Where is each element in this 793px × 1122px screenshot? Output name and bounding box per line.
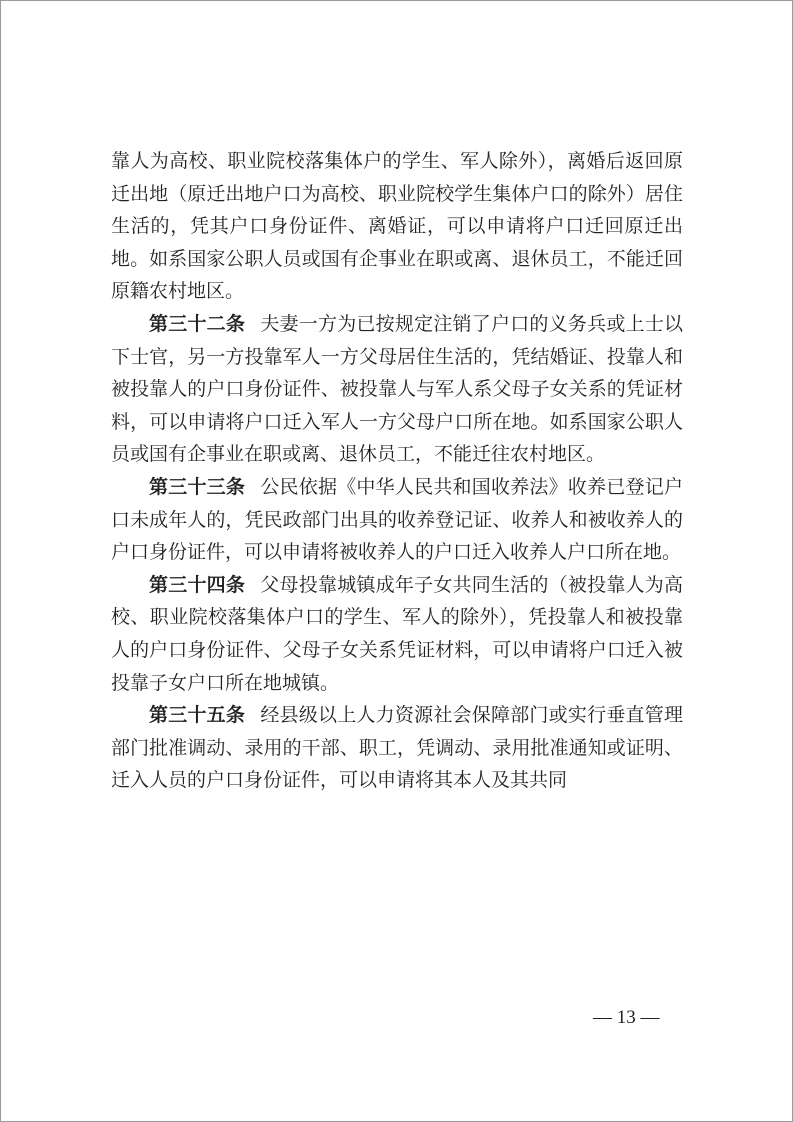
document-body	[111, 145, 683, 797]
article-33	[111, 471, 683, 569]
paragraph-text: 靠人为高校、职业院校落集体户的学生、军人除外），离婚后返回原迁出地（原迁出地户口为高校、职业院校学生集体户口的除外）居住生活的，凭其户口身份证件、离婚证，可以申请将户口迁回原迁出地。如系国家公职人员或国有企事业在职或离、退休员工，不能迁回原籍农村地区。	[111, 150, 683, 303]
article-heading: 第三十四条	[149, 573, 246, 596]
article-heading: 第三十二条	[149, 312, 246, 335]
article-32	[111, 308, 683, 471]
article-text: 公民依据《中华人民共和国收养法》收养已登记户口未成年人的，凭民政部门出具的收养登记证、收养人和被收养人的户口身份证件，可以申请将被收养人的户口迁入收养人户口所在地。	[111, 475, 683, 564]
article-35	[111, 699, 683, 797]
article-heading: 第三十五条	[149, 704, 246, 727]
article-text: 父母投靠城镇成年子女共同生活的（被投靠人为高校、职业院校落集体户口的学生、军人的除外），凭投靠人和被投靠人的户口身份证件、父母子女关系凭证材料，可以申请将户口迁入被投靠子女户口所在地城镇。	[111, 573, 683, 694]
paragraph-continuation	[111, 145, 683, 308]
article-text: 经县级以上人力资源社会保障部门或实行垂直管理部门批准调动、录用的干部、职工，凭调动、录用批准通知或证明、迁入人员的户口身份证件，可以申请将其本人及其共同	[111, 704, 683, 792]
article-text: 夫妻一方为已按规定注销了户口的义务兵或上士以下士官，另一方投靠军人一方父母居住生活的，凭结婚证、投靠人和被投靠人的户口身份证件、被投靠人与军人系父母子女关系的凭证材料，可以申请将户口迁入军人一方父母户口所在地。如系国家公职人员或国有企事业在职或离、退休员工，不能迁往农村地区。	[111, 312, 683, 466]
article-heading: 第三十三条	[149, 475, 246, 498]
page-number: — 13 —	[593, 1007, 660, 1028]
article-34	[111, 569, 683, 699]
